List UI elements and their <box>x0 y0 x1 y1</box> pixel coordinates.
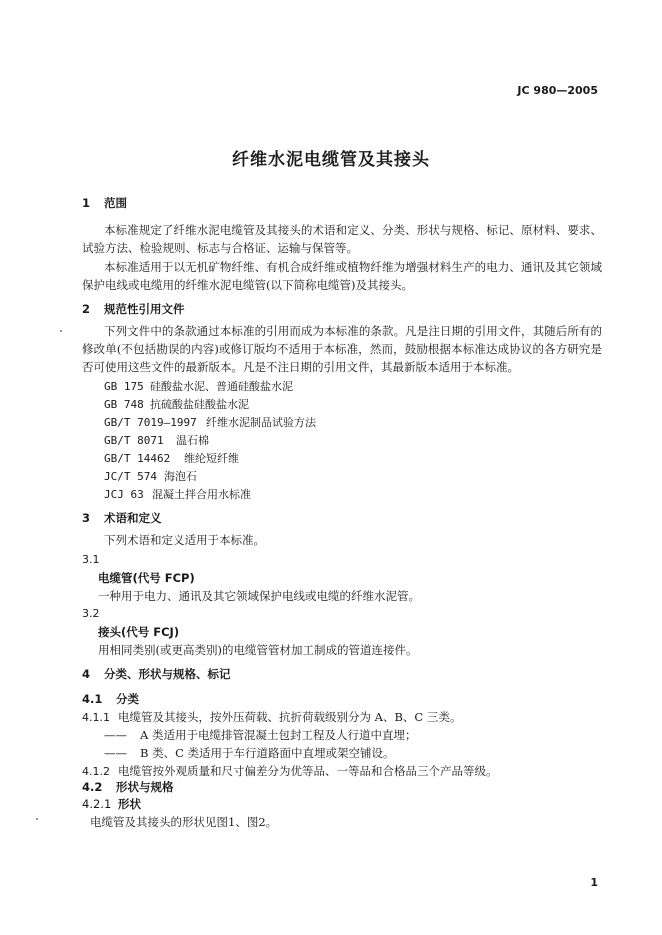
standard-number: JC 980—2005 <box>517 84 598 97</box>
clause-4-2-1-heading: 4.2.1 形状 <box>82 797 141 811</box>
reference-item: GB/T 7019—1997 纤维水泥制品试验方法 <box>104 416 316 429</box>
term-number: 3.1 <box>82 553 100 566</box>
term-number: 3.2 <box>82 607 100 620</box>
clause-4-1-1: 4.1.1 电缆管及其接头，按外压荷载、抗折荷载级别分为 A、B、C 三类。 <box>82 710 462 724</box>
reference-item: GB/T 14462 维纶短纤维 <box>104 452 239 465</box>
term-name: 接头(代号 FCJ) <box>98 625 180 639</box>
clause-4-2-1-text: 电缆管及其接头的形状见图1、图2。 <box>90 815 278 829</box>
section-1-paragraph-1: 本标准规定了纤维水泥电缆管及其接头的术语和定义、分类、形状与规格、标记、原材料、要求、试验方法、检验规则、标志与合格证、运输与保管等。 <box>82 223 602 255</box>
reference-item: GB 748 抗硫酸盐硅酸盐水泥 <box>104 398 249 411</box>
term-definition: 用相同类别(或更高类别)的电缆管管材加工制成的管道连接件。 <box>98 643 418 657</box>
list-item: —— B 类、C 类适用于车行道路面中直埋或架空铺设。 <box>104 746 395 760</box>
reference-item: GB 175 硅酸盐水泥、普通硅酸盐水泥 <box>104 380 293 393</box>
clause-4-1-heading: 4.1 分类 <box>82 692 139 706</box>
reference-item: JCJ 63 混凝土拌合用水标准 <box>104 488 251 501</box>
section-3-heading: 3 术语和定义 <box>82 511 162 525</box>
reference-item: JC/T 574 海泡石 <box>104 470 197 483</box>
section-2-paragraph: 下列文件中的条款通过本标准的引用而成为本标准的条款。凡是注日期的引用文件，其随后所有的修改单(不包括勘误的内容)或修订版均不适用于本标准，然而，鼓励根据本标准达成协议的各方研究是否可使用这些文件的最新版本。凡是不注日期的引用文件，其最新版本适用于本标准。 <box>82 324 602 374</box>
section-2-heading: 2 规范性引用文件 <box>82 302 185 316</box>
page-number: 1 <box>590 876 598 889</box>
list-item: —— A 类适用于电缆排管混凝土包封工程及人行道中直埋； <box>104 728 417 742</box>
term-definition: 一种用于电力、通讯及其它领域保护电线或电缆的纤维水泥管。 <box>98 589 420 603</box>
section-1-paragraph-2: 本标准适用于以无机矿物纤维、有机合成纤维或植物纤维为增强材料生产的电力、通讯及其它领域保护电线或电缆用的纤维水泥电缆管(以下简称电缆管)及其接头。 <box>82 260 602 292</box>
term-name: 电缆管(代号 FCP) <box>98 571 195 585</box>
reference-item: GB/T 8071 温石棉 <box>104 434 209 447</box>
section-4-heading: 4 分类、形状与规格、标记 <box>82 667 231 681</box>
section-3-intro: 下列术语和定义适用于本标准。 <box>104 533 265 547</box>
section-1-heading: 1 范围 <box>82 196 127 210</box>
document-title: 纤维水泥电缆管及其接头 <box>232 150 430 170</box>
clause-4-2-heading: 4.2 形状与规格 <box>82 780 174 794</box>
clause-4-1-2: 4.1.2 电缆管按外观质量和尺寸偏差分为优等品、一等品和合格品三个产品等级。 <box>82 764 498 778</box>
scan-speck <box>60 330 62 332</box>
scan-speck <box>36 818 38 820</box>
